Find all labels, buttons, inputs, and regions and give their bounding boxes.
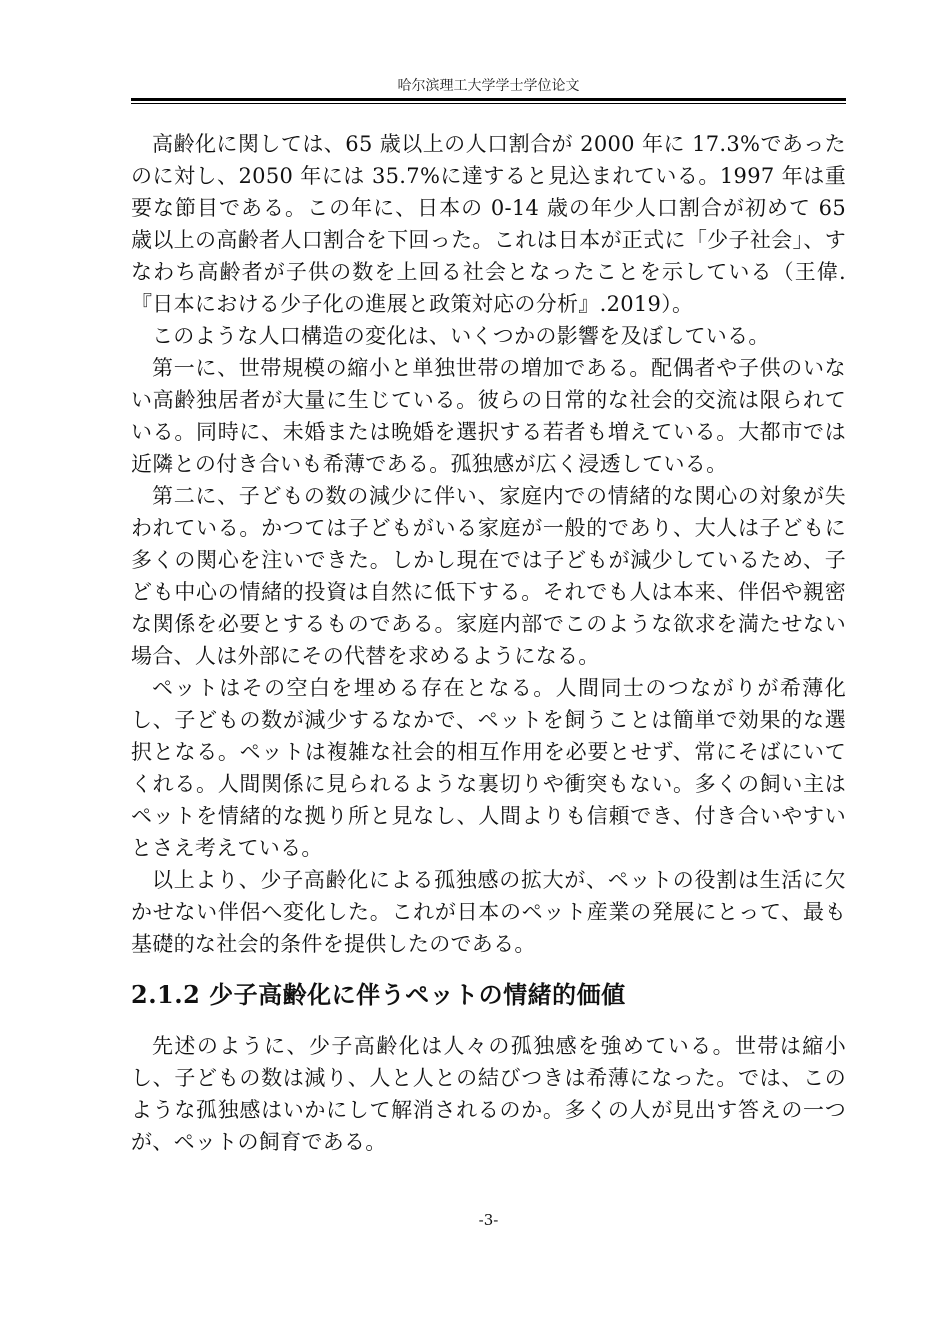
running-header: 哈尔滨理工大学学士学位论文: [397, 78, 580, 94]
paragraph-structure-change: このような人口構造の変化は、いくつかの影響を及ぼしている。: [152, 324, 770, 348]
header-rule-thin: [131, 103, 846, 104]
paragraph-pets-fill-gap: ペットはその空白を埋める存在となる。人間同士のつながりが希薄化し、子どもの数が減少するなかで、ペットを飼うことは簡単で効果的な選択となる。ペットは複雑な社会的相互作用を必要とせず、常にそばにいてくれる。人間関係に見られるような裏切りや衝突もない。多くの飼い主はペットを情緒的な拠り所と見なし、人間よりも信頼でき、付き合いやすいとさえ考えている。: [131, 676, 846, 860]
page-number: -3-: [478, 1211, 499, 1229]
paragraph-aging-statistics: 高齢化に関しては、65 歳以上の人口割合が 2000 年に 17.3%であったのに対し、2050 年には 35.7%に達すると見込まれている。1997 年は重要な節目である。この年に、日本の 0-14 歳の年少人口割合が初めて 65 歳以上の高齢者人口割合を下回った。これは日本が正式に「少子社会」、すなわち高齢者が子供の数を上回る社会となったことを示している（王偉.『日本における少子化の進展と政策対応の分析』.2019）。: [131, 132, 846, 316]
paragraph-second-effect: 第二に、子どもの数の減少に伴い、家庭内での情緒的な関心の対象が失われている。かつては子どもがいる家庭が一般的であり、大人は子どもに多くの関心を注いできた。しかし現在では子どもが減少しているため、子ども中心の情緒的投資は自然に低下する。それでも人は本来、伴侶や親密な関係を必要とするものである。家庭内部でこのような欲求を満たせない場合、人は外部にその代替を求めるようになる。: [131, 484, 846, 668]
section-heading: 2.1.2 少子高齢化に伴うペットの情緒的価値: [131, 980, 626, 1009]
paragraph-section-intro: 先述のように、少子高齢化は人々の孤独感を強めている。世帯は縮小し、子どもの数は減り、人と人との結びつきは希薄になった。では、このような孤独感はいかにして解消されるのか。多くの人が見出す答えの一つが、ペットの飼育である。: [131, 1034, 846, 1154]
header-rule-thick: [131, 98, 846, 101]
paragraph-first-effect: 第一に、世帯規模の縮小と単独世帯の増加である。配偶者や子供のいない高齢独居者が大量に生じている。彼らの日常的な社会的交流は限られている。同時に、未婚または晩婚を選択する若者も増えている。大都市では近隣との付き合いも希薄である。孤独感が広く浸透している。: [131, 356, 846, 476]
paragraph-conclusion: 以上より、少子高齢化による孤独感の拡大が、ペットの役割は生活に欠かせない伴侶へ変化した。これが日本のペット産業の発展にとって、最も基礎的な社会的条件を提供したのである。: [131, 868, 846, 956]
body-text: [131, 128, 846, 1158]
